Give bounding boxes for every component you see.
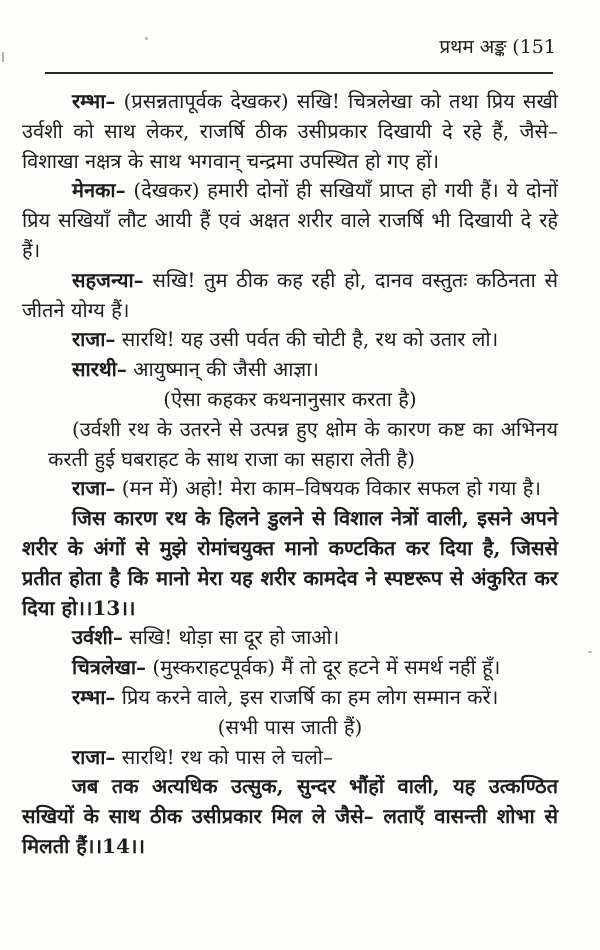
speaker-name: रम्भा– <box>72 684 116 709</box>
dialogue-paragraph: सारथी– आयुष्मान् की जैसी आज्ञा। <box>72 357 319 382</box>
running-header <box>0 34 556 60</box>
speaker-name: रम्भा– <box>72 89 116 113</box>
dialogue-paragraph: रम्भा– प्रिय करने वाले, इस राजर्षि का हम लोग सम्मान करें। <box>72 684 499 709</box>
speaker-name: राजा– <box>72 327 116 352</box>
speaker-name: चित्रलेखा– <box>72 655 147 680</box>
verse-paragraph: जिस कारण रथ के हिलने डुलने से विशाल नेत्रों वाली, इसने अपने शरीर के अंगों से मुझे रोमांचयुक्त मानो कण्टकित कर दिया है, जिससे प्रतीत होता है कि मानो मेरा यह शरीर कामदेव ने स्पष्टरूप से अंकुरित कर दिया हो।।13।। <box>22 506 558 620</box>
speaker-name: सहजन्या– <box>72 267 144 292</box>
dialogue-paragraph: उर्वशी– सखि! थोड़ा सा दूर हो जाओ। <box>72 625 340 650</box>
speaker-name: उर्वशी– <box>72 625 123 650</box>
dialogue-paragraph: रम्भा– (प्रसन्नतापूर्वक देखकर) सखि! चित्रलेखा को तथा प्रिय सखी उर्वशी को साथ लेकर, राजर्षि ठीक उसीप्रकार दिखायी दे रहे हैं, जैसे– विशाखा नक्षत्र के साथ भगवान् चन्द्रमा उपस्थित हो गए हों। <box>22 89 558 173</box>
stage-direction: (ऐसा कहकर कथनानुसार करता है) <box>163 386 417 411</box>
speaker-name: सारथी– <box>72 357 127 382</box>
scan-artifact <box>145 37 148 40</box>
page-header-title: प्रथम अङ्क (151 <box>439 36 556 58</box>
dialogue-paragraph: चित्रलेखा– (मुस्कराहटपूर्वक) मैं तो दूर हटने में समर्थ नहीं हूँ। <box>72 655 501 680</box>
scan-artifact <box>2 52 4 62</box>
dialogue-paragraph: राजा– सारथि! रथ को पास ले चलो– <box>72 744 333 769</box>
stage-direction: (उर्वशी रथ के उतरने से उत्पन्न हुए क्षोम के कारण कष्ट का अभिनय करती हुई घबराहट के साथ राजा का सहारा लेती है) <box>48 416 558 471</box>
speaker-name: मेनका– <box>72 178 126 203</box>
dialogue-paragraph: सहजन्या– सखि! तुम ठीक कह रही हो, दानव वस्तुतः कठिनता से जीतने योग्य हैं। <box>22 267 558 322</box>
dialogue-paragraph: राजा– सारथि! यह उसी पर्वत की चोटी है, रथ को उतार लो। <box>72 327 499 352</box>
speaker-name: राजा– <box>72 744 116 769</box>
header-rule <box>45 72 553 74</box>
speaker-name: राजा– <box>72 476 116 501</box>
dialogue-paragraph: राजा– (मन में) अहो! मेरा काम–विषयक विकार सफल हो गया है। <box>72 476 541 501</box>
scan-artifact <box>588 651 592 653</box>
dialogue-paragraph: मेनका– (देखकर) हमारी दोनों ही सखियाँ प्राप्त हो गयी हैं। ये दोनों प्रिय सखियाँ लौट आयी हैं एवं अक्षत शरीर वाले राजर्षि भी दिखायी दे रहे हैं। <box>22 178 558 262</box>
verse-paragraph: जब तक अत्यधिक उत्सुक, सुन्दर भौंहों वाली, यह उत्कण्ठित सखियों के साथ ठीक उसीप्रकार मिल ले जैसे– लताएँ वासन्ती शोभा से मिलती हैं।।14।। <box>22 774 558 858</box>
page-body <box>22 87 558 862</box>
stage-direction: (सभी पास जाती हैं) <box>217 714 363 739</box>
